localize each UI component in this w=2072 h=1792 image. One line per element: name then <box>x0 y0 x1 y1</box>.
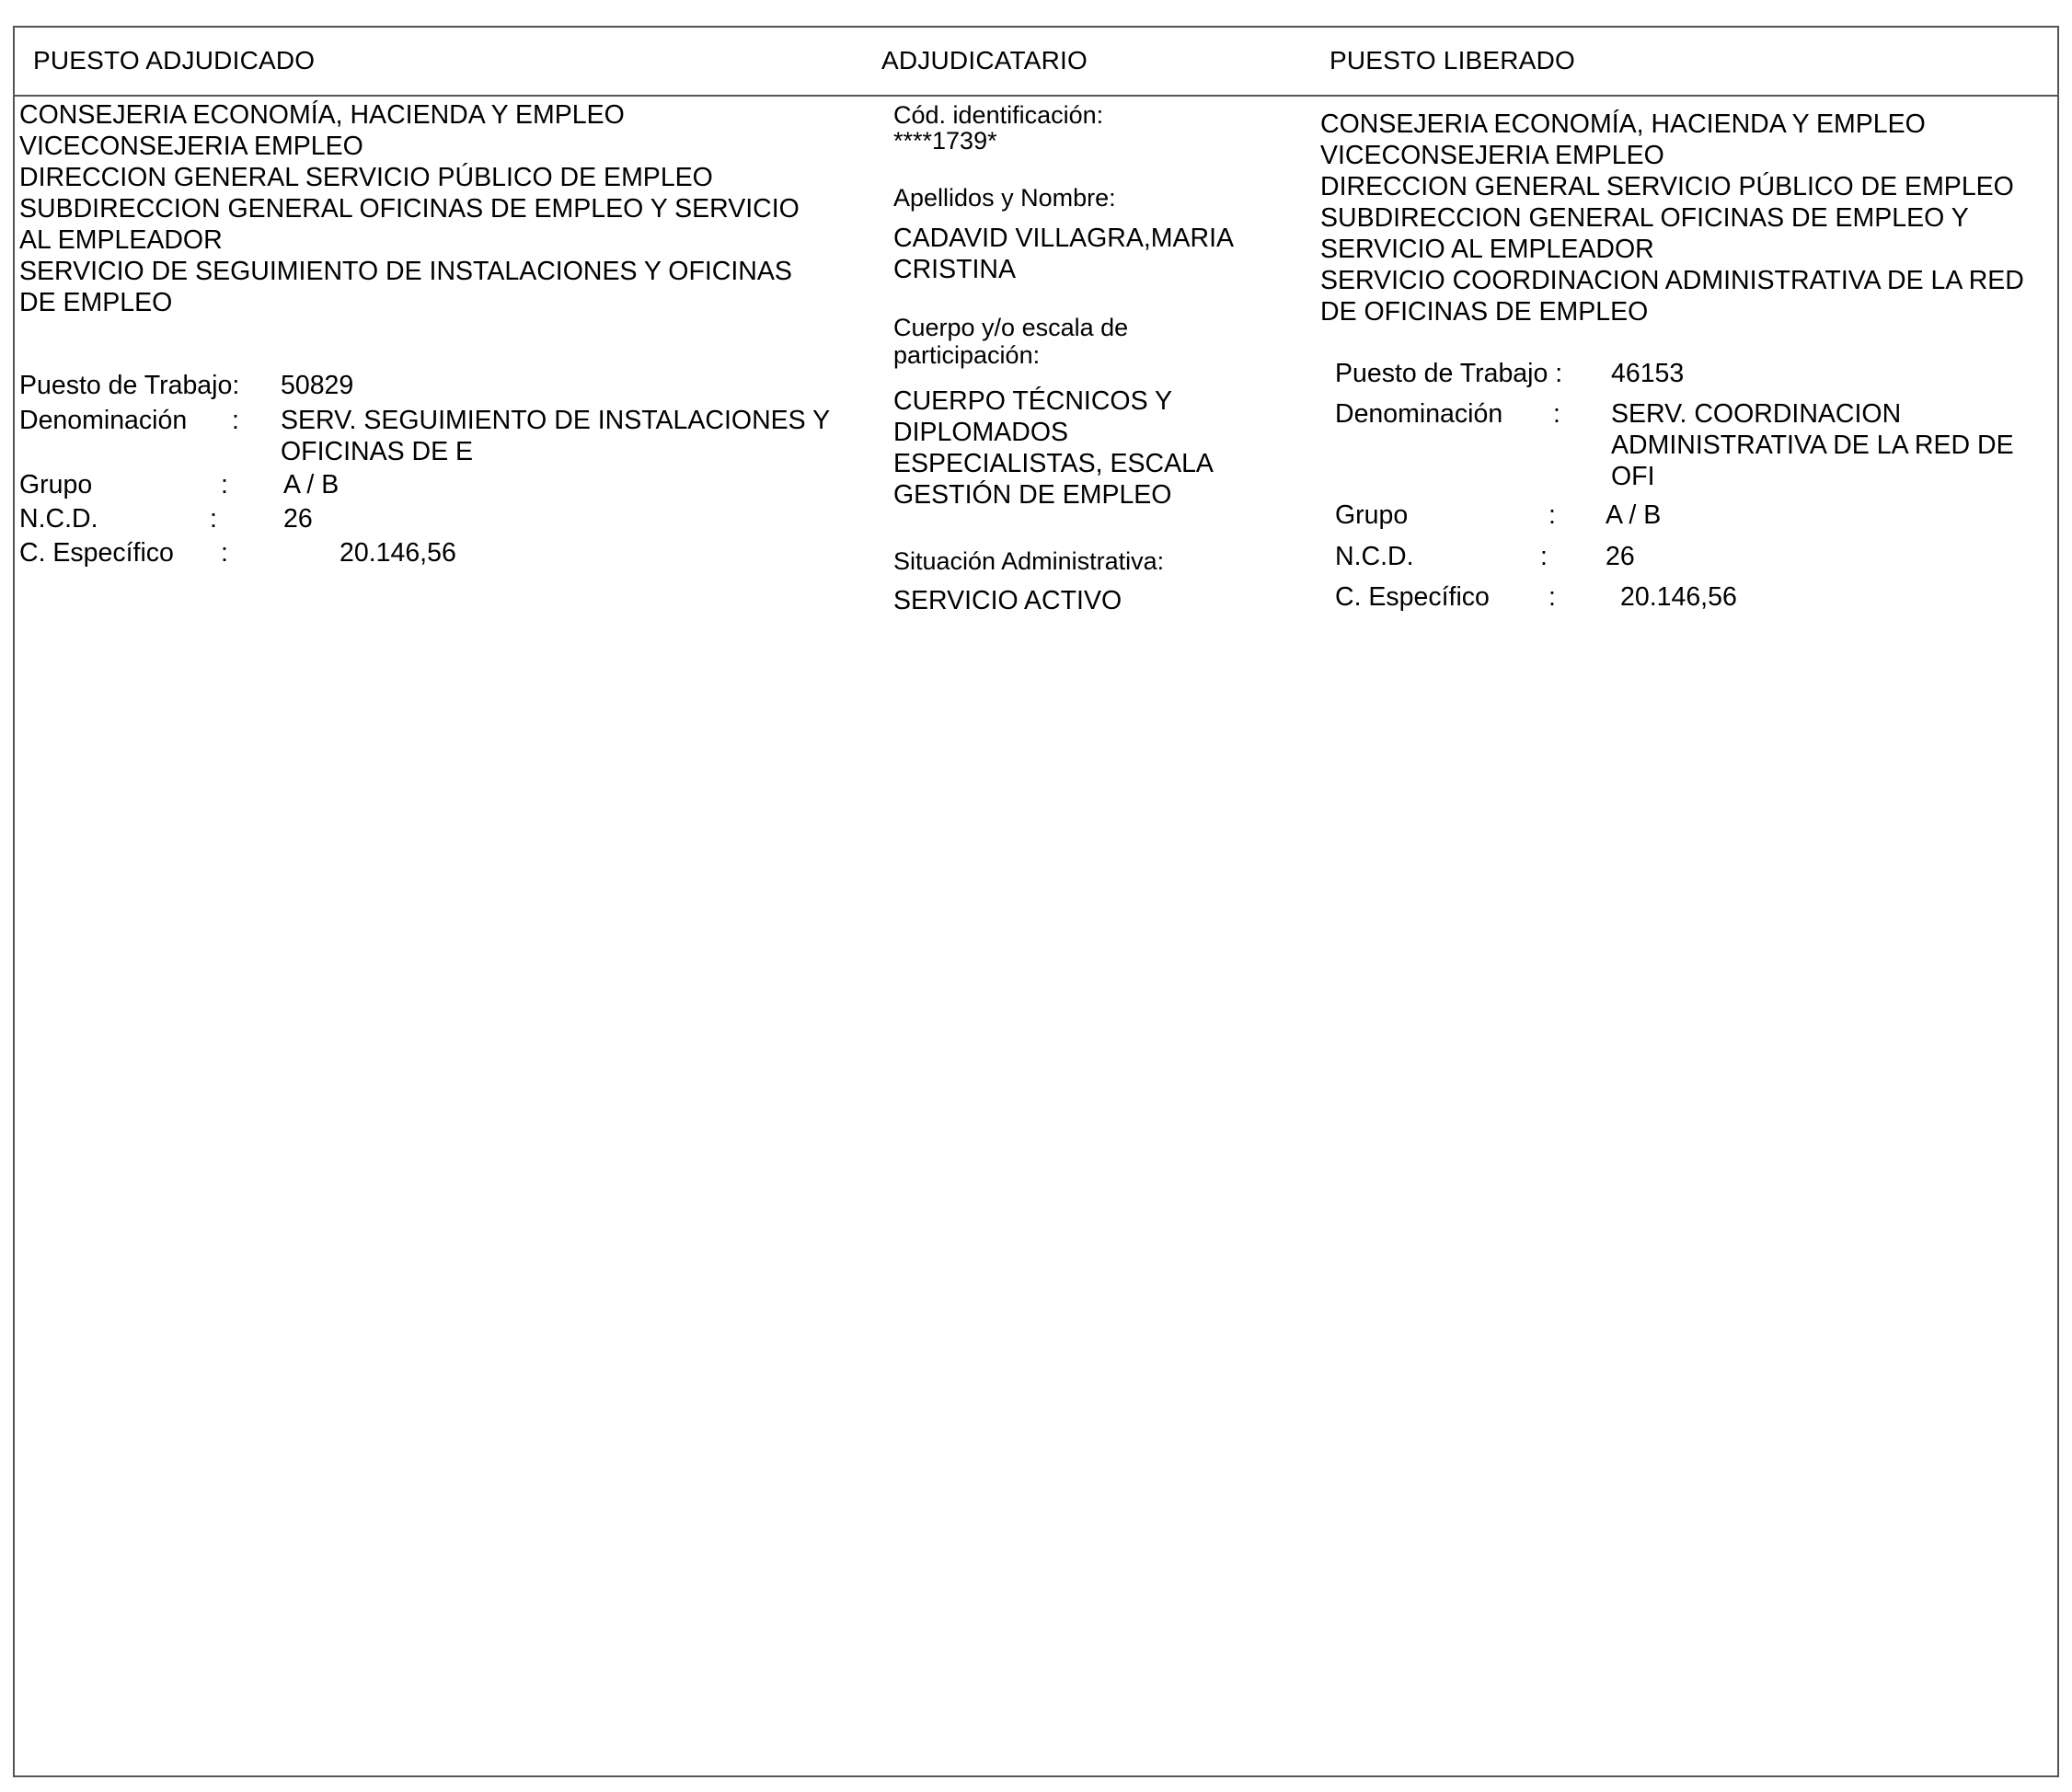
adjudicado-org-block <box>19 99 800 318</box>
liberado-org-line: VICECONSEJERIA EMPLEO <box>1320 141 1664 170</box>
adjudicado-puesto-label: Puesto de Trabajo: <box>19 371 240 400</box>
adjudicado-org-line: SERVICIO DE SEGUIMIENTO DE INSTALACIONES Y OFICINAS <box>19 257 792 286</box>
liberado-puesto-value: 46153 <box>1611 359 1685 388</box>
header-divider <box>15 95 2057 97</box>
adjudicado-denominacion-colon: : <box>232 406 239 435</box>
adjudicado-org-line: SUBDIRECCION GENERAL OFICINAS DE EMPLEO Y SERVICIO <box>19 194 800 224</box>
liberado-org-block <box>1320 109 2024 327</box>
header-puesto-adjudicado: PUESTO ADJUDICADO <box>33 46 316 75</box>
adjudicado-denominacion-value: OFICINAS DE E <box>281 437 474 466</box>
adjudicado-org-line: DE EMPLEO <box>19 288 173 317</box>
adjudicado-org-line: CONSEJERIA ECONOMÍA, HACIENDA Y EMPLEO <box>19 100 625 130</box>
liberado-denominacion-colon: : <box>1553 399 1560 429</box>
liberado-org-line: SERVICIO COORDINACION ADMINISTRATIVA DE LA RED <box>1320 266 2024 295</box>
liberado-org-line: DE OFICINAS DE EMPLEO <box>1320 297 1649 327</box>
adjudicado-ncd-label: N.C.D. <box>19 504 98 534</box>
liberado-ncd-colon: : <box>1540 542 1548 571</box>
header-adjudicatario: ADJUDICATARIO <box>881 46 1088 75</box>
adjudicatario-nombre-label: Apellidos y Nombre: <box>893 184 1116 212</box>
liberado-especifico-value: 20.146,56 <box>1620 582 1737 612</box>
adjudicado-especifico-label: C. Específico <box>19 538 174 568</box>
adjudicado-denominacion-value: SERV. SEGUIMIENTO DE INSTALACIONES Y <box>281 406 831 435</box>
liberado-especifico-label: C. Específico <box>1335 582 1490 612</box>
adjudicado-org-line: AL EMPLEADOR <box>19 225 223 255</box>
liberado-grupo-value: A / B <box>1606 500 1662 530</box>
liberado-grupo-label: Grupo <box>1335 500 1409 530</box>
liberado-org-line: CONSEJERIA ECONOMÍA, HACIENDA Y EMPLEO <box>1320 109 1926 139</box>
liberado-ncd-label: N.C.D. <box>1335 542 1414 571</box>
liberado-org-line: SERVICIO AL EMPLEADOR <box>1320 235 1654 264</box>
liberado-especifico-colon: : <box>1548 582 1556 612</box>
adjudicado-ncd-colon: : <box>210 504 217 534</box>
adjudicatario-cod-value: ****1739* <box>893 127 997 155</box>
adjudicatario-situacion-value: SERVICIO ACTIVO <box>893 586 1122 615</box>
adjudicatario-nombre-value: CRISTINA <box>893 255 1017 284</box>
liberado-puesto-label: Puesto de Trabajo : <box>1335 359 1563 388</box>
adjudicado-especifico-value: 20.146,56 <box>340 538 456 568</box>
header-puesto-liberado: PUESTO LIBERADO <box>1330 46 1576 75</box>
adjudicatario-cuerpo-value: DIPLOMADOS <box>893 418 1069 447</box>
liberado-org-line: DIRECCION GENERAL SERVICIO PÚBLICO DE EMPLEO <box>1320 172 2014 201</box>
adjudicatario-cuerpo-value: GESTIÓN DE EMPLEO <box>893 480 1172 510</box>
liberado-denominacion-value: OFI <box>1611 462 1655 491</box>
adjudicatario-situacion-label: Situación Administrativa: <box>893 547 1165 575</box>
adjudicatario-cod-label: Cód. identificación: <box>893 101 1104 129</box>
liberado-denominacion-label: Denominación <box>1335 399 1503 429</box>
adjudicado-ncd-value: 26 <box>283 504 313 534</box>
adjudicatario-cuerpo-label: participación: <box>893 341 1041 369</box>
liberado-grupo-colon: : <box>1548 500 1556 530</box>
liberado-denominacion-value: SERV. COORDINACION <box>1611 399 1902 429</box>
adjudicado-grupo-label: Grupo <box>19 470 93 500</box>
liberado-ncd-value: 26 <box>1606 542 1635 571</box>
adjudicado-especifico-colon: : <box>221 538 228 568</box>
liberado-denominacion-value: ADMINISTRATIVA DE LA RED DE <box>1611 431 2014 460</box>
adjudicatario-cuerpo-value: CUERPO TÉCNICOS Y <box>893 386 1173 416</box>
adjudicado-org-line: VICECONSEJERIA EMPLEO <box>19 132 363 161</box>
adjudicatario-nombre-value: CADAVID VILLAGRA,MARIA <box>893 224 1235 253</box>
adjudicado-org-line: DIRECCION GENERAL SERVICIO PÚBLICO DE EMPLEO <box>19 163 713 192</box>
liberado-org-line: SUBDIRECCION GENERAL OFICINAS DE EMPLEO Y <box>1320 203 1969 233</box>
adjudicado-grupo-value: A / B <box>283 470 340 500</box>
adjudicado-puesto-value: 50829 <box>281 371 354 400</box>
adjudicatario-cuerpo-value: ESPECIALISTAS, ESCALA <box>893 449 1214 478</box>
adjudicado-denominacion-label: Denominación <box>19 406 188 435</box>
document-frame <box>13 26 2059 1777</box>
adjudicatario-cuerpo-label: Cuerpo y/o escala de <box>893 314 1129 341</box>
adjudicado-grupo-colon: : <box>221 470 228 500</box>
